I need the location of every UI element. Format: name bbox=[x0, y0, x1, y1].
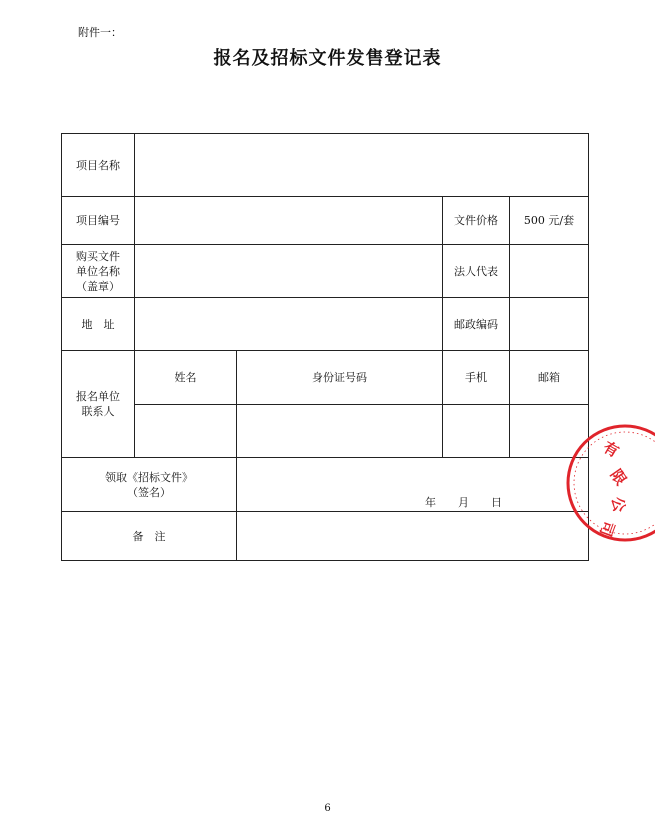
remarks-field[interactable] bbox=[237, 512, 589, 561]
buyer-label-line2: 单位名称 bbox=[76, 264, 120, 278]
address-field[interactable] bbox=[135, 298, 443, 351]
receive-label-line2: （签名） bbox=[127, 485, 171, 499]
contact-phone-field[interactable] bbox=[443, 405, 510, 458]
contact-header-phone: 手机 bbox=[443, 351, 510, 405]
legal-rep-label: 法人代表 bbox=[443, 245, 510, 298]
project-name-field[interactable] bbox=[135, 134, 589, 197]
svg-text:有: 有 bbox=[600, 437, 623, 461]
contact-label bbox=[62, 351, 135, 458]
contact-header-email: 邮箱 bbox=[510, 351, 589, 405]
project-name-label: 项目名称 bbox=[62, 134, 135, 197]
signature-date bbox=[425, 495, 524, 510]
form-title: 报名及招标文件发售登记表 bbox=[213, 48, 442, 69]
signature-field[interactable] bbox=[237, 458, 589, 512]
date-day: 日 bbox=[491, 496, 502, 509]
svg-text:司: 司 bbox=[596, 518, 619, 539]
legal-rep-field[interactable] bbox=[510, 245, 589, 298]
date-month: 月 bbox=[458, 496, 469, 509]
contact-name-field[interactable] bbox=[135, 405, 237, 458]
contact-label-line1: 报名单位 bbox=[76, 390, 120, 403]
attachment-label: 附件一： bbox=[78, 26, 122, 39]
company-seal bbox=[560, 418, 655, 548]
svg-text:限: 限 bbox=[606, 465, 631, 489]
project-no-label: 项目编号 bbox=[62, 197, 135, 245]
receive-label-line1: 领取《招标文件》 bbox=[105, 470, 193, 484]
contact-id-field[interactable] bbox=[237, 405, 443, 458]
project-no-field[interactable] bbox=[135, 197, 443, 245]
buyer-label bbox=[62, 245, 135, 298]
contact-label-line2: 联系人 bbox=[81, 405, 115, 418]
date-year: 年 bbox=[425, 496, 436, 509]
receive-label bbox=[62, 458, 237, 512]
postcode-field[interactable] bbox=[510, 298, 589, 351]
remarks-label: 备 注 bbox=[62, 512, 237, 561]
page-number: 6 bbox=[324, 803, 331, 814]
buyer-label-line1: 购买文件 bbox=[76, 249, 120, 263]
buyer-label-line3: （盖章） bbox=[76, 279, 120, 293]
svg-text:公: 公 bbox=[608, 495, 629, 514]
registration-table bbox=[61, 133, 589, 561]
buyer-field[interactable] bbox=[135, 245, 443, 298]
postcode-label: 邮政编码 bbox=[443, 298, 510, 351]
contact-header-id: 身份证号码 bbox=[237, 351, 443, 405]
address-label: 地 址 bbox=[62, 298, 135, 351]
doc-price-label: 文件价格 bbox=[443, 197, 510, 245]
doc-price-value: 500 元/套 bbox=[510, 197, 589, 245]
contact-header-name: 姓名 bbox=[135, 351, 237, 405]
